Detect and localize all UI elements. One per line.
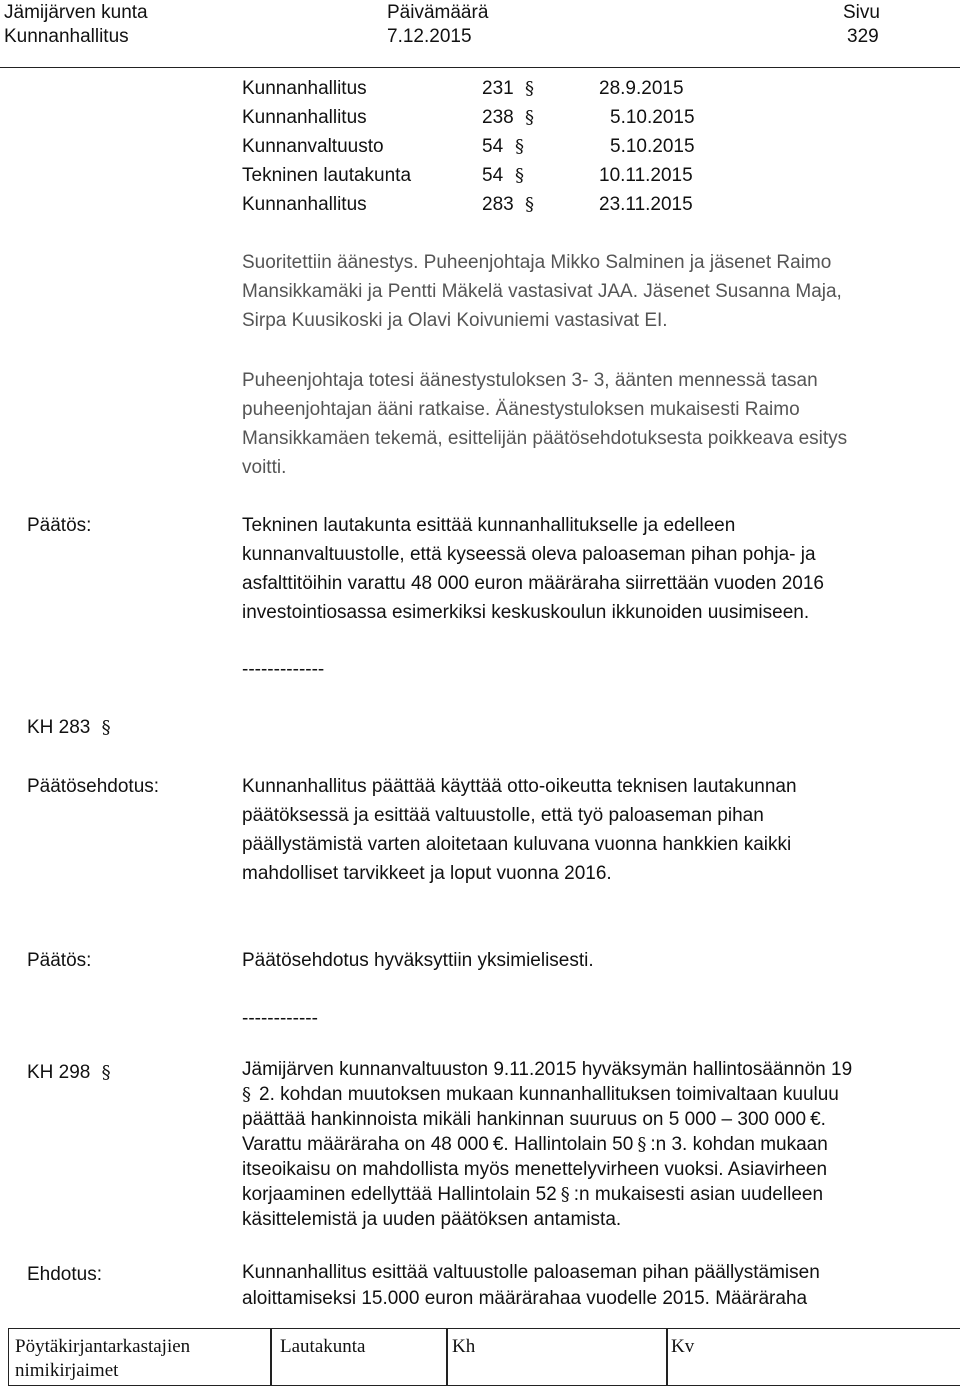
section-label: KH 283: [27, 717, 91, 738]
decision-text: [242, 511, 824, 627]
section-symbol: §: [101, 1062, 111, 1083]
text-line: Puheenjohtaja totesi äänestystuloksen 3- 3, äänten mennessä tasan: [242, 370, 818, 391]
result-paragraph: [242, 366, 847, 482]
signature-kh: Kh: [452, 1336, 476, 1357]
section-symbol: §: [637, 1134, 647, 1155]
decision-label: Päätös:: [27, 515, 92, 536]
decision-label: Päätös:: [27, 950, 92, 971]
decision-text: Päätösehdotus hyväksyttiin yksimielisesti.: [242, 950, 594, 971]
text-line: päällystämistä varten aloitetaan kuluvana vuonna hankkien kaikki: [242, 834, 792, 855]
text-line: Suoritettiin äänestys. Puheenjohtaja Mikko Salminen ja jäsenet Raimo: [242, 252, 832, 273]
proposal-label: Päätösehdotus:: [27, 776, 160, 797]
history-body: Kunnanvaltuusto: [242, 136, 384, 157]
date-label: Päivämäärä: [387, 2, 489, 23]
history-body: Kunnanhallitus: [242, 194, 367, 215]
history-number: 231: [482, 78, 514, 99]
text-line: päättää hankinnoista mikäli hankinnan suuruus on 5 000 – 300 000 €.: [242, 1109, 826, 1130]
municipality-name: Jämijärven kunta: [4, 2, 148, 23]
section-symbol: §: [560, 1184, 570, 1205]
signature-divider: [270, 1328, 272, 1386]
history-number: 54: [482, 165, 504, 186]
text-line: puheenjohtajan ääni ratkaise. Äänestystuloksen mukaisesti Raimo: [242, 399, 800, 420]
signature-kv: Kv: [671, 1336, 695, 1357]
text-line: Jämijärven kunnanvaltuuston 9.11.2015 hyväksymän hallintosäännön 19: [242, 1059, 853, 1080]
text-line: aloittamiseksi 15.000 euron määrärahaa vuodelle 2015. Määräraha: [242, 1288, 808, 1309]
proposal-label: Ehdotus:: [27, 1264, 102, 1285]
body-name: Kunnanhallitus: [4, 26, 129, 47]
text-line: Kunnanhallitus esittää valtuustolle paloaseman pihan päällystämisen: [242, 1262, 820, 1283]
text-line: kunnanvaltuustolle, että kyseessä oleva paloaseman pihan pohja- ja: [242, 544, 816, 565]
vote-paragraph: [242, 248, 842, 335]
section-symbol: §: [101, 717, 111, 738]
signature-divider: [446, 1328, 448, 1386]
text-line: itseoikaisu on mahdollista myös menettelyvirheen vuoksi. Asiavirheen: [242, 1159, 828, 1180]
section-symbol: §: [525, 194, 534, 215]
text-line: Mansikkamäen tekemä, esittelijän päätösehdotuksesta poikkeava esitys: [242, 428, 848, 449]
history-number: 54: [482, 136, 504, 157]
text-line: mahdolliset tarvikkeet ja loput vuonna 2016.: [242, 863, 612, 884]
section-symbol: §: [525, 107, 534, 128]
euro-symbol: €: [492, 1134, 504, 1155]
history-date: 10.11.2015: [599, 165, 693, 186]
text-line: korjaaminen edellyttää Hallintolain 52 § :n mukaisesti asian uudelleen: [242, 1184, 824, 1205]
section-symbol: §: [242, 1084, 251, 1105]
history-body: Tekninen lautakunta: [242, 165, 412, 186]
proposal-text: [242, 1260, 820, 1312]
separator: -------------: [242, 659, 325, 680]
text-line: käsittelemistä ja uuden päätöksen antamista.: [242, 1209, 622, 1230]
section-label-kh283: [27, 713, 111, 742]
text-line: asfalttitöihin varattu 48 000 euron määräraha siirrettään vuoden 2016: [242, 573, 824, 594]
history-body: Kunnanhallitus: [242, 107, 367, 128]
euro-symbol: €: [810, 1109, 821, 1130]
section-symbol: §: [525, 78, 534, 99]
text-line: Tekninen lautakunta esittää kunnanhallitukselle ja edelleen: [242, 515, 736, 536]
section-symbol: §: [515, 165, 524, 186]
section-label: KH 298: [27, 1062, 91, 1083]
text-line: päätöksessä ja esittää valtuustolle, että työ paloaseman pihan: [242, 805, 764, 826]
history-date: 28.9.2015: [599, 78, 684, 99]
signature-divider: [666, 1328, 668, 1386]
date-value: 7.12.2015: [387, 26, 472, 47]
section-label-kh298: [27, 1058, 111, 1087]
history-body: Kunnanhallitus: [242, 78, 367, 99]
text-line: Kunnanhallitus päättää käyttää otto-oikeutta teknisen lautakunnan: [242, 776, 797, 797]
section-symbol: §: [515, 136, 524, 157]
kh298-text: [242, 1057, 852, 1232]
history-number: 283: [482, 194, 514, 215]
signature-label: nimikirjaimet: [15, 1360, 119, 1381]
text-line: voitti.: [242, 457, 287, 478]
text-line: § 2. kohdan muutoksen mukaan kunnanhallituksen toimivaltaan kuuluu: [242, 1084, 839, 1105]
signature-lautakunta: Lautakunta: [280, 1336, 366, 1357]
text-line: Varattu määräraha on 48 000 €. Hallintolain 50 § :n 3. kohdan mukaan: [242, 1134, 828, 1155]
text-line: Sirpa Kuusikoski ja Olavi Koivuniemi vastasivat EI.: [242, 310, 668, 331]
history-date: 23.11.2015: [599, 194, 693, 215]
page-label: Sivu: [843, 2, 880, 23]
history-date: 5.10.2015: [610, 107, 695, 128]
header-rule: [0, 67, 960, 68]
history-date: 5.10.2015: [610, 136, 695, 157]
page-number: 329: [847, 26, 879, 47]
text-line: Mansikkamäki ja Pentti Mäkelä vastasivat JAA. Jäsenet Susanna Maja,: [242, 281, 842, 302]
text-line: investointiosassa esimerkiksi keskuskoulun ikkunoiden uusimiseen.: [242, 602, 810, 623]
separator: ------------: [242, 1008, 318, 1029]
history-number: 238: [482, 107, 514, 128]
proposal-text: [242, 772, 797, 888]
signature-label: Pöytäkirjantarkastajien: [15, 1336, 191, 1357]
